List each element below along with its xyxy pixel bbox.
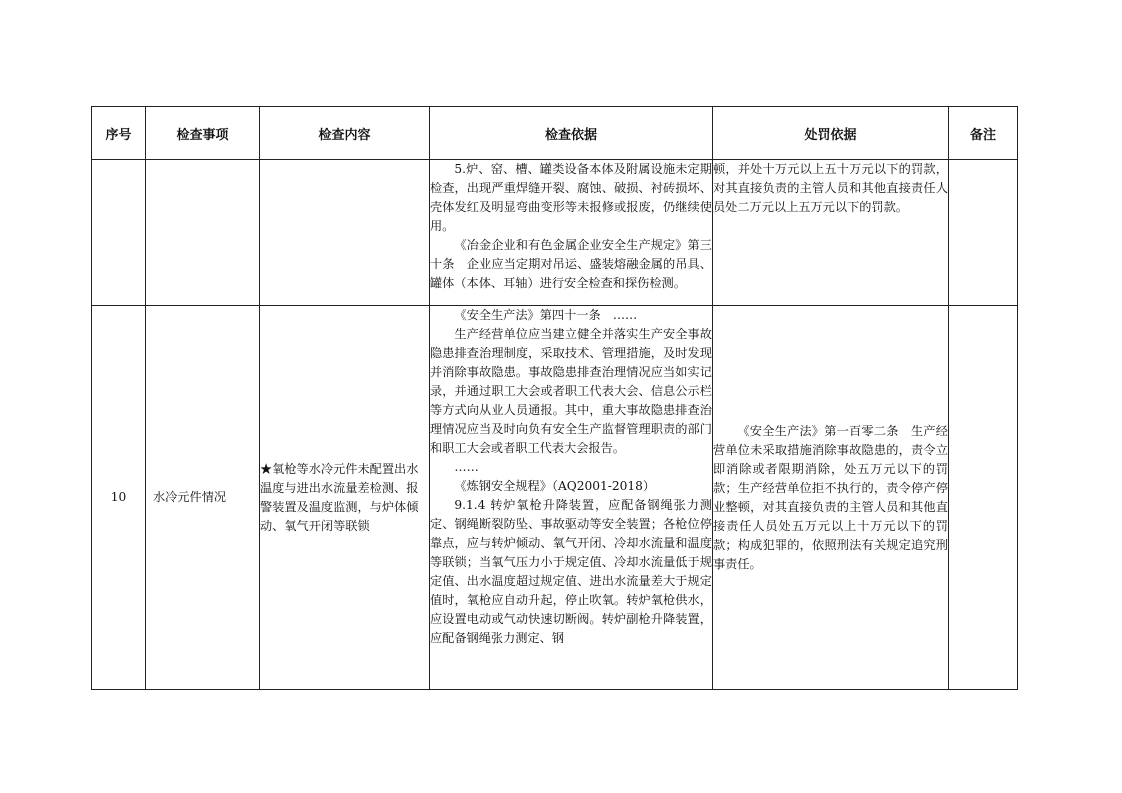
- header-remark: 备注: [949, 107, 1018, 160]
- row2-remark: [949, 306, 1018, 690]
- row2-basis: [430, 306, 713, 690]
- row1-item: [146, 160, 260, 306]
- table-row: [92, 160, 1018, 306]
- row2-basis-para: 《炼钢安全规程》（AQ2001-2018）: [454, 479, 656, 493]
- row2-item: 水冷元件情况: [146, 306, 260, 690]
- row1-remark: [949, 160, 1018, 306]
- row2-basis-para: 生产经营单位应当建立健全并落实生产安全事故隐患排查治理制度，采取技术、管理措施，及时发现并消除事故隐患。事故隐患排查治理情况应当如实记录，并通过职工大会或者职工代表大会、信息公示栏等方式向从业人员通报。其中，重大事故隐患排查治理情况应当及时向负有安全生产监督管理职责的部门和职工大会或者职工代表大会报告。: [430, 327, 712, 455]
- row2-basis-para: 《安全生产法》第四十一条 ……: [454, 308, 638, 322]
- table-row: [92, 306, 1018, 690]
- row2-penalty-text: 《安全生产法》第一百零二条 生产经营单位未采取措施消除事故隐患的，责令立即消除或者限期消除，处五万元以下的罚款；生产经营单位拒不执行的，责令停产停业整顿，对其直接负责的主管人员和其他直接责任人员处五万元以上十万元以下的罚款；构成犯罪的，依照刑法有关规定追究刑事责任。: [713, 423, 948, 571]
- header-row: [92, 107, 1018, 160]
- row2-content: ★氧枪等水冷元件未配置出水温度与进出水流量差检测、报警装置及温度监测，与炉体倾动、氧气开闭等联锁: [260, 306, 430, 690]
- header-no: 序号: [92, 107, 146, 160]
- row1-basis-para: 《冶金企业和有色金属企业安全生产规定》第三十条 企业应当定期对吊运、盛装熔融金属的吊具、罐体（本体、耳轴）进行安全检查和探伤检测。: [430, 238, 712, 290]
- header-penalty: 处罚依据: [713, 107, 949, 160]
- header-item: 检查事项: [146, 107, 260, 160]
- row2-basis-para: 9.1.4 转炉氧枪升降装置，应配备钢绳张力测定、钢绳断裂防坠、事故驱动等安全装置；各枪位停靠点，应与转炉倾动、氧气开闭、冷却水流量和温度等联锁；当氧气压力小于规定值、冷却水流量低于规定值、出水温度超过规定值、进出水流量差大于规定值时，氧枪应自动升起，停止吹氧。转炉氧枪供水，应设置电动或气动快速切断阀。转炉副枪升降装置，应配备钢绳张力测定、钢: [430, 498, 712, 645]
- row1-penalty-text: 顿，并处十万元以上五十万元以下的罚款，对其直接负责的主管人员和其他直接责任人员处二万元以上五万元以下的罚款。: [713, 162, 948, 214]
- row2-basis-para: ……: [454, 460, 479, 474]
- inspection-table: [91, 106, 1018, 690]
- row2-penalty: [713, 306, 949, 690]
- row1-basis: [430, 160, 713, 306]
- row1-no: [92, 160, 146, 306]
- row1-content: [260, 160, 430, 306]
- header-content: 检查内容: [260, 107, 430, 160]
- header-basis: 检查依据: [430, 107, 713, 160]
- row1-penalty: [713, 160, 949, 306]
- row2-no: 10: [92, 306, 146, 690]
- row1-basis-para: 5.炉、窑、槽、罐类设备本体及附属设施未定期检查，出现严重焊缝开裂、腐蚀、破损、衬砖损坏、壳体发红及明显弯曲变形等未报修或报废，仍继续使用。: [430, 162, 712, 233]
